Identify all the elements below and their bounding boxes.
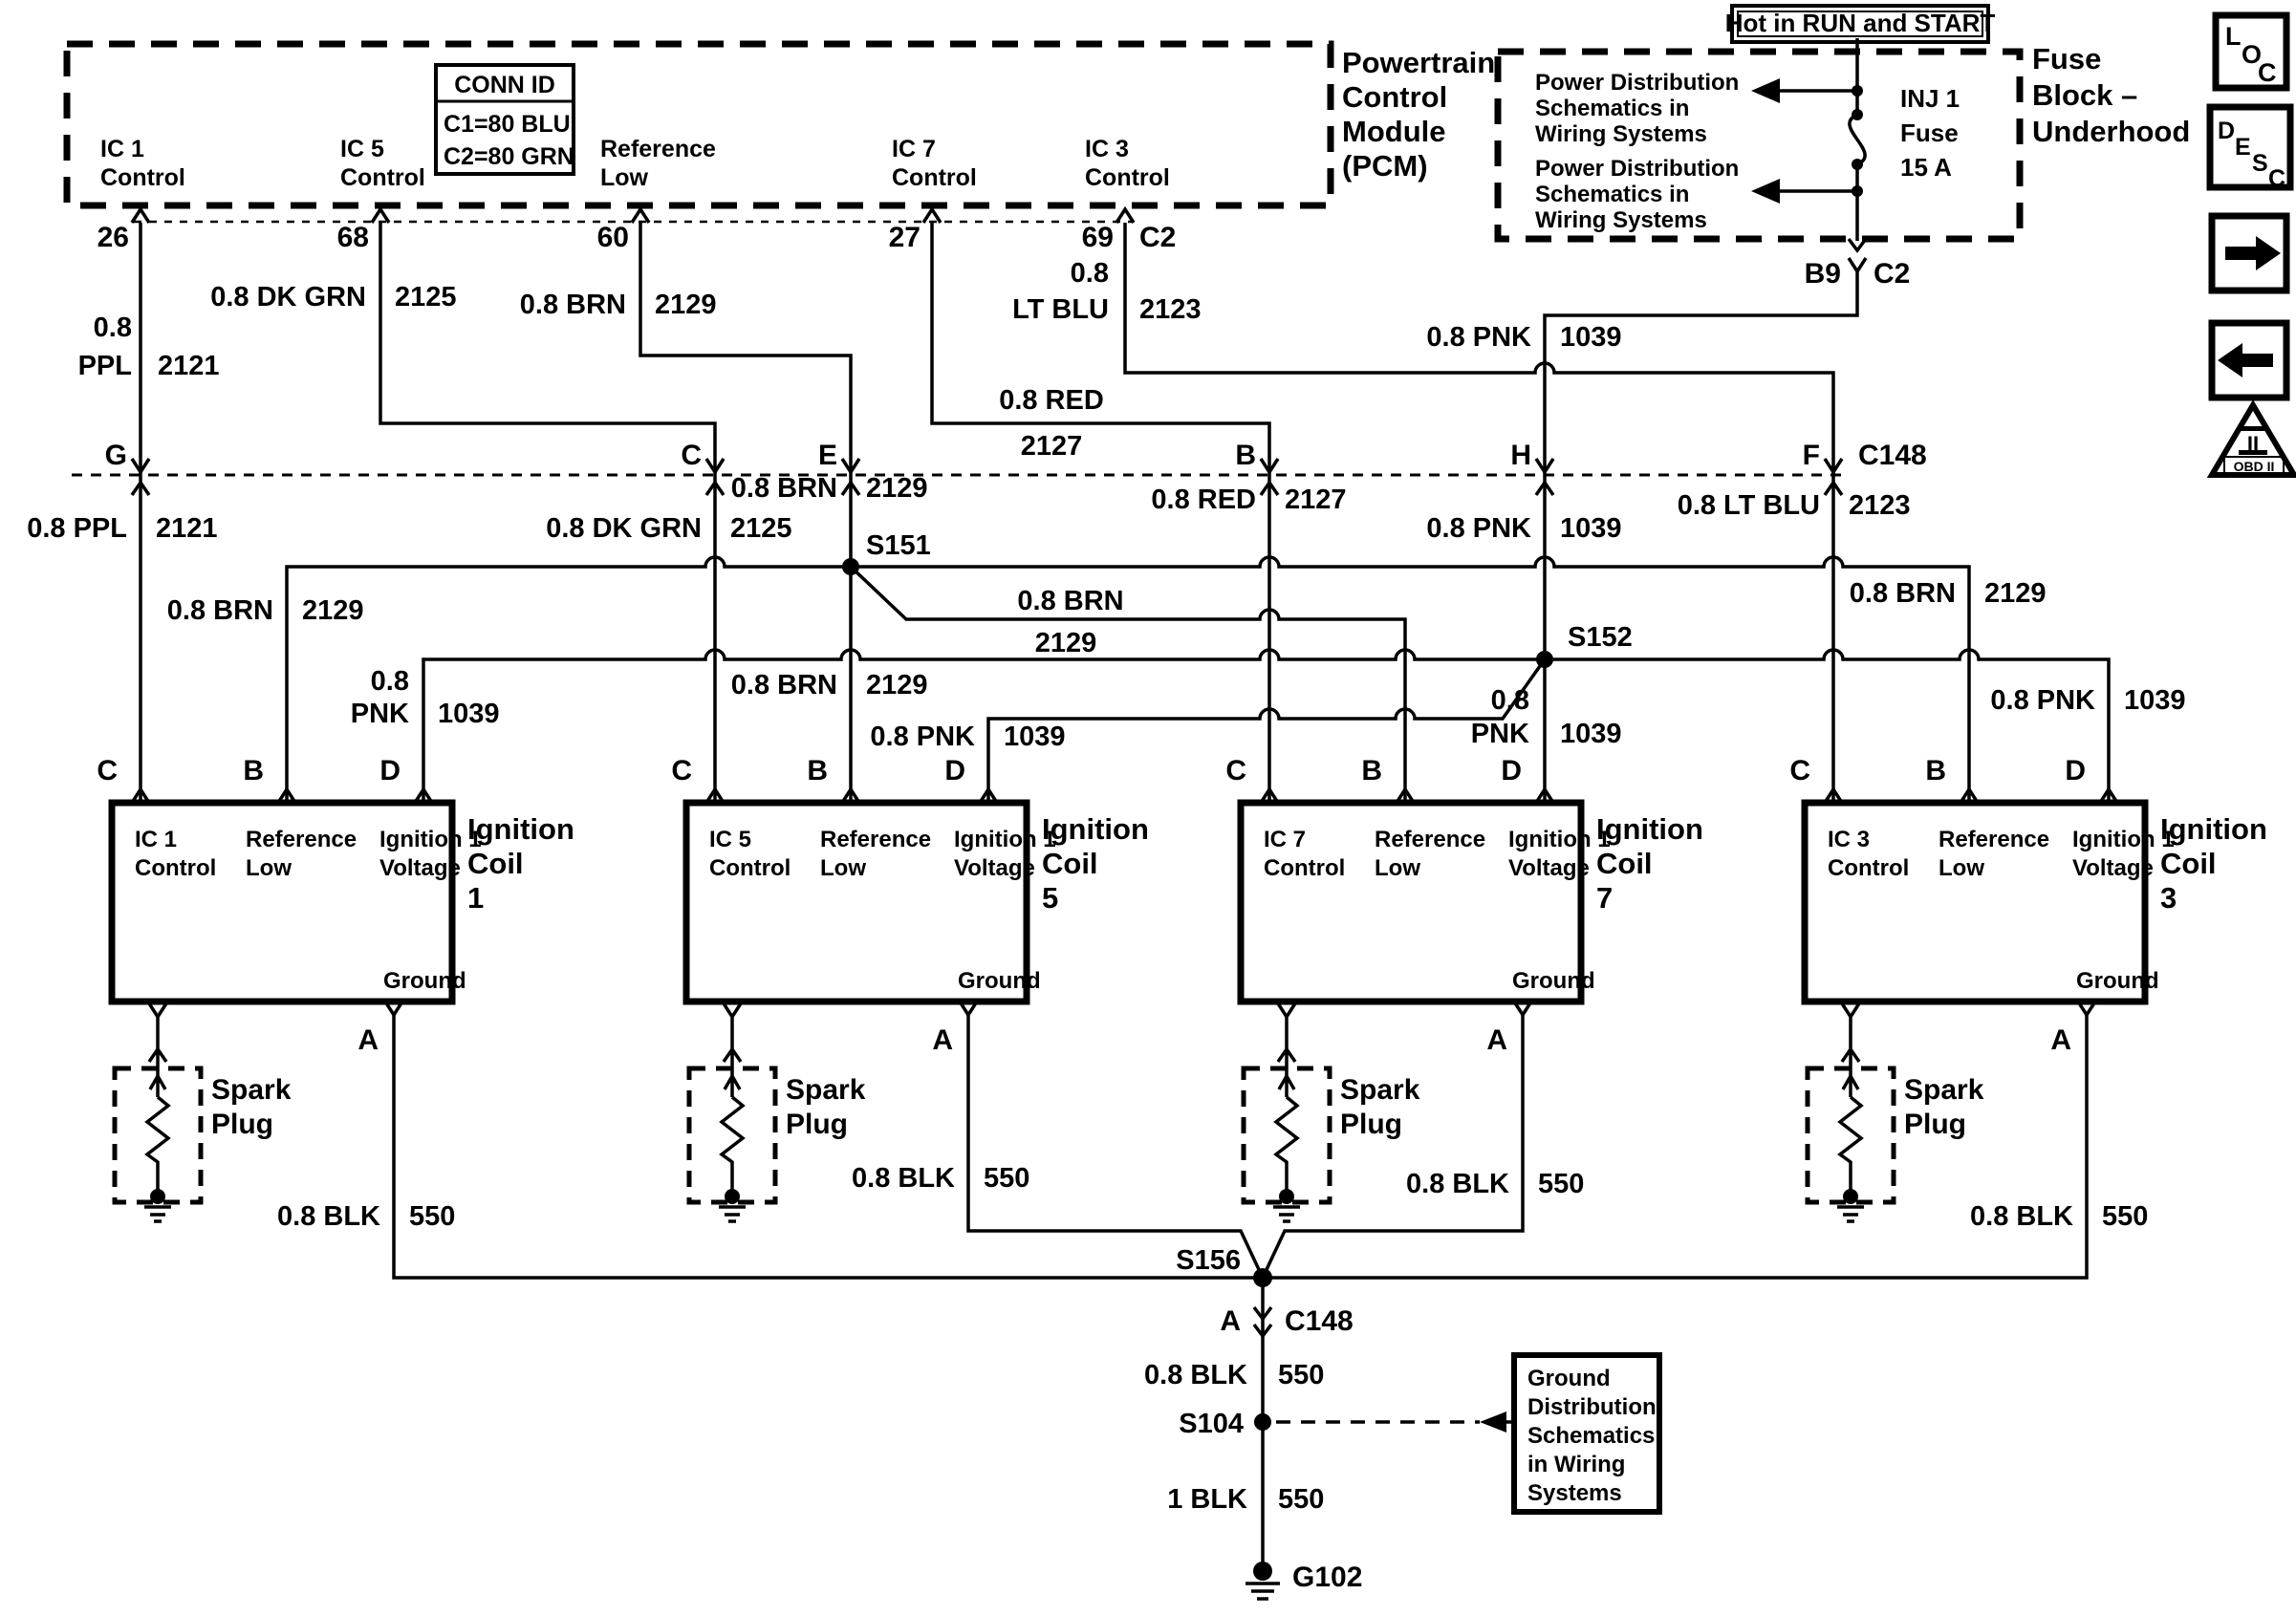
coil-pin-letter: B	[807, 755, 828, 786]
wire-label: LT BLU	[1012, 294, 1109, 325]
wire-number: 2125	[730, 513, 792, 544]
wire-number: 2123	[1849, 490, 1911, 521]
coil-terminal-label: Low	[1375, 855, 1420, 881]
pcm-pin-connector-icon	[132, 209, 1134, 223]
conn-id-table	[436, 65, 574, 174]
coil-name-line: Coil	[1042, 847, 1098, 880]
harness-wires	[27, 223, 2185, 1565]
spark-ground-dot	[1843, 1189, 1858, 1204]
wire-label: 0.8	[1490, 685, 1529, 716]
spark-plug-label: Plug	[211, 1109, 273, 1140]
wire-number: 550	[2102, 1201, 2149, 1232]
loc-letter: O	[2242, 40, 2263, 69]
spark-lead-connector	[724, 1003, 741, 1076]
pcm-pin-label: Reference	[600, 136, 716, 162]
wire-number: 2125	[395, 282, 457, 312]
spark-lead-connector	[1842, 1003, 1859, 1076]
pcm-pin-number: 26	[97, 222, 129, 253]
spark-plug-5	[689, 1003, 866, 1221]
spark-plug-resistor	[722, 1076, 743, 1191]
pcm-c2-connector-label: C2	[1139, 222, 1177, 253]
wire-label: 0.8 BLK	[1406, 1169, 1509, 1199]
spark-plug-label: Plug	[1340, 1109, 1402, 1140]
coil-pin-connector-icons	[1261, 789, 1553, 1015]
wire-label: 0.8 BRN	[1017, 586, 1124, 616]
coil-terminal-label: Low	[246, 855, 292, 881]
splice-label: S104	[1179, 1409, 1244, 1439]
pcm-pin-label: Control	[892, 164, 977, 191]
ground-ref-line: Ground	[1527, 1366, 1611, 1391]
pcm-pin-label: IC 3	[1085, 136, 1129, 162]
ground-ref-line: Schematics	[1527, 1423, 1656, 1449]
coil-pin-letter: C	[671, 755, 692, 786]
wire-brn-branch	[851, 567, 1405, 803]
wire-number: 550	[1538, 1169, 1585, 1199]
wire-label: 0.8 PPL	[27, 513, 127, 544]
coil-name-line: Coil	[2160, 847, 2217, 880]
wire-label: 0.8	[1070, 258, 1109, 289]
coil-name-line: 5	[1042, 881, 1059, 915]
spark-plug-3	[1808, 1003, 1984, 1221]
desc-letter: E	[2235, 134, 2251, 161]
splice-label: S152	[1568, 622, 1633, 653]
left-arrow-stem	[2242, 354, 2273, 367]
right-arrow-stem	[2225, 247, 2256, 260]
wire-number: 1039	[2124, 685, 2186, 716]
c148-connector-id: C148	[1858, 440, 1927, 471]
coil-terminal-label: Voltage	[1508, 855, 1590, 881]
obd2-pillar: II	[2246, 432, 2260, 456]
wire-number: 2121	[158, 351, 220, 381]
coil-pin-letter: D	[2065, 755, 2086, 786]
fuse-label-line: 15 A	[1900, 153, 1952, 182]
fuse-block-name-line: Block –	[2032, 78, 2138, 112]
conn-id-header: CONN ID	[454, 72, 555, 98]
fuse-end-dot	[1852, 159, 1863, 170]
desc-icon[interactable]	[2210, 107, 2290, 192]
coil-terminal-label: Ignition 1	[2072, 827, 2175, 852]
coil-terminal-label: Control	[1264, 855, 1346, 881]
wire-label: 0.8 PNK	[870, 722, 975, 752]
coil-terminal-label: IC 1	[135, 827, 178, 852]
wire-number: 2129	[1034, 628, 1097, 658]
wire-label: 0.8 LT BLU	[1677, 490, 1820, 521]
coil-terminal-label: Control	[135, 855, 217, 881]
wire-label: 0.8 BLK	[277, 1201, 380, 1232]
wire-label: 0.8 BLK	[852, 1163, 955, 1194]
coil-terminal-label: Voltage	[379, 855, 461, 881]
spark-ground-dot	[150, 1189, 165, 1204]
coil-pin-letter: D	[944, 755, 965, 786]
wire-label: 0.8 RED	[1151, 485, 1256, 515]
wire-label: 0.8 BRN	[1849, 578, 1956, 609]
c148-cavity-letter: C	[681, 440, 702, 471]
pcm-name-line: Module	[1342, 115, 1446, 148]
coil-pin-letter: C	[1225, 755, 1246, 786]
ground-symbol-icon	[144, 1207, 171, 1221]
obd2-label: OBD II	[2233, 459, 2275, 474]
wire-label: 0.8 PNK	[1990, 685, 2095, 716]
pcm-pin-number: 69	[1081, 222, 1114, 253]
wire-brn-bus	[287, 557, 1969, 803]
coil-terminal-label: Control	[1828, 855, 1910, 881]
coil-terminal-label: IC 3	[1828, 827, 1871, 852]
spark-plug-label: Spark	[1340, 1074, 1420, 1106]
wire-label: PNK	[1470, 719, 1529, 749]
coil-terminal-label: Voltage	[2072, 855, 2154, 881]
wire-number: 2129	[866, 670, 928, 700]
coil-terminal-label: IC 5	[709, 827, 752, 852]
wire-number: 550	[1278, 1360, 1325, 1390]
coil-pin-letter: B	[1361, 755, 1382, 786]
spark-plug-label: Plug	[786, 1109, 848, 1140]
fuse-block-name-line: Fuse	[2032, 42, 2102, 75]
coil-terminal-label: Ground	[1512, 968, 1595, 994]
pcm-name-line: Powertrain	[1342, 46, 1496, 79]
wire-number: 550	[1278, 1484, 1325, 1515]
coil-pin-letter: A	[1486, 1024, 1507, 1056]
coil-pin-letter: B	[243, 755, 264, 786]
spark-lead-connector	[149, 1003, 166, 1076]
wire-label: 0.8	[370, 666, 409, 697]
ground-ref-line: in Wiring	[1527, 1452, 1626, 1477]
wire-label: 0.8 BRN	[730, 670, 837, 700]
coil-name-line: Ignition	[2160, 812, 2267, 846]
coil-pin-letter: A	[2050, 1024, 2071, 1056]
coil-terminal-label: Ignition 1	[1508, 827, 1611, 852]
splice-dot-s156	[1253, 1268, 1272, 1287]
ground-id-label: G102	[1292, 1562, 1363, 1593]
power-dist-ref-line: Schematics in	[1535, 96, 1690, 121]
coil-name-line: Ignition	[1042, 812, 1149, 846]
wire-number: 550	[984, 1163, 1030, 1194]
ground-symbol-icon	[1245, 1584, 1280, 1599]
obd2-pillar-top	[2239, 426, 2267, 431]
ground-path	[1144, 1305, 1659, 1599]
fuse-end-dot	[1852, 109, 1863, 120]
wire-number: 2129	[302, 595, 364, 626]
wire-label: 0.8 BLK	[1970, 1201, 2073, 1232]
wire-number: 550	[409, 1201, 456, 1232]
wire-label: 0.8 RED	[999, 385, 1104, 416]
left-arrowhead-icon	[1751, 78, 1780, 103]
power-dist-ref-line: Power Distribution	[1535, 156, 1740, 182]
desc-letter: C	[2268, 165, 2286, 192]
wire-pnk-branch	[988, 659, 1545, 803]
spark-plug-label: Spark	[211, 1074, 292, 1106]
pcm-pin-number: 27	[888, 222, 921, 253]
coil-pin-letter: A	[932, 1024, 953, 1056]
coil-pin-letter: D	[1501, 755, 1522, 786]
wire-blk-a5	[968, 1015, 1263, 1278]
left-arrowhead-icon	[1751, 179, 1780, 204]
desc-letter: S	[2252, 150, 2268, 177]
pcm-pin-label: Control	[340, 164, 425, 191]
coil-pin-letter: C	[97, 755, 118, 786]
wire-label: 0.8 DK GRN	[546, 513, 702, 544]
ignition-coil-1	[97, 755, 574, 1056]
fuse-label-line: Fuse	[1900, 119, 1959, 147]
conn-id-row: C2=80 GRN	[444, 143, 574, 170]
next-page-icon[interactable]	[2212, 216, 2286, 291]
right-arrow-icon	[2256, 236, 2281, 270]
spark-plug-7	[1244, 1003, 1420, 1221]
coil-name-line: Ignition	[467, 812, 574, 846]
power-dist-ref-line: Schematics in	[1535, 182, 1690, 207]
wire-label: 0.8 BRN	[519, 290, 626, 320]
ground-symbol-icon	[1837, 1207, 1864, 1221]
pcm-pin-number: 68	[336, 222, 369, 253]
desc-letter: D	[2218, 118, 2236, 144]
coil-terminal-label: Reference	[246, 827, 357, 852]
spark-plug-resistor	[1840, 1076, 1861, 1191]
splice-label: S156	[1176, 1245, 1241, 1276]
pcm-pin-label: IC 7	[892, 136, 936, 162]
splice-dot-s152	[1536, 651, 1553, 668]
pcm-pin-number: 60	[596, 222, 629, 253]
c148-connector-icons	[132, 459, 1842, 495]
coil-pin-connector-icons	[1825, 789, 2117, 1015]
wire-label: 0.8	[93, 312, 132, 343]
pcm-pin-label: Control	[1085, 164, 1170, 191]
loc-letter: C	[2258, 58, 2277, 87]
coil-name-line: Coil	[467, 847, 524, 880]
hot-banner-label: Hot in RUN and START	[1724, 9, 1996, 37]
power-dist-ref-line: Power Distribution	[1535, 70, 1740, 96]
spark-lead-connector	[1278, 1003, 1295, 1076]
g102-ground-dot	[1253, 1562, 1272, 1581]
b9-connector-icon	[1849, 239, 1866, 271]
spark-plug-label: Plug	[1904, 1109, 1966, 1140]
fuse-block-name-line: Underhood	[2032, 115, 2191, 148]
pcm-pin-label: Low	[600, 164, 648, 191]
connector-c148-row	[72, 440, 1927, 495]
coil-name-line: 7	[1596, 881, 1614, 915]
conn-id-row: C1=80 BLU	[444, 111, 571, 138]
coil-terminal-label: Reference	[820, 827, 932, 852]
pcm-name-line: (PCM)	[1342, 149, 1428, 183]
wire-number: 1039	[1560, 513, 1622, 544]
c148-cavity-letter: G	[104, 440, 127, 471]
wire-number: 2129	[1984, 578, 2047, 609]
bottom-conn-pin: A	[1220, 1305, 1241, 1337]
coil-terminal-label: Low	[820, 855, 866, 881]
ground-ref-line: Systems	[1527, 1480, 1622, 1506]
coil-terminal-label: IC 7	[1264, 827, 1307, 852]
coil-name-line: Ignition	[1596, 812, 1703, 846]
loc-icon[interactable]	[2216, 15, 2286, 88]
coil-terminal-label: Reference	[1939, 827, 2050, 852]
wire-label: 0.8 BRN	[730, 473, 837, 504]
spark-plug-resistor	[147, 1076, 168, 1191]
spark-ground-dot	[1279, 1189, 1294, 1204]
bottom-conn-id: C148	[1285, 1305, 1354, 1337]
wire-number: 1039	[438, 699, 500, 729]
spark-plug-resistor	[1276, 1076, 1297, 1191]
coil-terminal-label: Ground	[958, 968, 1041, 994]
left-arrowhead-icon	[1480, 1411, 1506, 1433]
power-dist-ref-line: Wiring Systems	[1535, 207, 1707, 233]
splice-dot-s104	[1254, 1413, 1271, 1431]
wire-label: 1 BLK	[1167, 1484, 1247, 1515]
loc-letter: L	[2225, 22, 2242, 51]
fuse-block-underhood	[1498, 6, 2190, 290]
coil-pin-letter: C	[1789, 755, 1810, 786]
obd2-icon	[2212, 405, 2294, 475]
wire-label: 0.8 PNK	[1426, 322, 1531, 353]
coil-terminal-label: Ground	[2076, 968, 2159, 994]
wire-number: 1039	[1560, 322, 1622, 353]
coil-pin-letter: D	[379, 755, 401, 786]
pcm-name-line: Control	[1342, 80, 1448, 114]
c148-cavity-letter: B	[1235, 440, 1256, 471]
pcm-module	[67, 44, 1495, 253]
coil-name-line: 3	[2160, 881, 2177, 915]
spark-ground-dot	[725, 1189, 740, 1204]
spark-plug-label: Spark	[1904, 1074, 1984, 1106]
coil-terminal-label: Ignition 1	[954, 827, 1056, 852]
ignition-coil-3	[1789, 755, 2267, 1056]
wire-number: 2127	[1020, 431, 1083, 462]
wire-number: 2121	[156, 513, 218, 544]
wire-number: 1039	[1004, 722, 1066, 752]
coil-terminal-label: Control	[709, 855, 791, 881]
pcm-pin-label: Control	[100, 164, 185, 191]
ignition-coil-5	[671, 755, 1149, 1056]
coil-pin-letter: A	[357, 1024, 379, 1056]
nav-icons	[2210, 15, 2294, 475]
coil-terminal-label: Ignition 1	[379, 827, 482, 852]
c148-cavity-letter: F	[1802, 440, 1820, 471]
wire-label: 0.8 DK GRN	[210, 282, 366, 312]
left-arrow-icon	[2218, 343, 2242, 377]
fuse-out-conn: C2	[1874, 258, 1911, 290]
coil-name-line: 1	[467, 881, 485, 915]
c148-cavity-letter: H	[1510, 440, 1531, 471]
wire-label: PNK	[350, 699, 409, 729]
wire-blk-a7	[1263, 1015, 1523, 1278]
pcm-pin-label: IC 1	[100, 136, 144, 162]
spark-plug-label: Spark	[786, 1074, 866, 1106]
ground-symbol-icon	[1273, 1207, 1300, 1221]
prev-page-icon[interactable]	[2212, 323, 2286, 398]
ground-symbol-icon	[719, 1207, 746, 1221]
wire-number: 2127	[1285, 485, 1347, 515]
coil-terminal-label: Voltage	[954, 855, 1035, 881]
wire-number: 2129	[655, 290, 717, 320]
coil-terminal-label: Low	[1939, 855, 1984, 881]
wire-number: 2129	[866, 473, 928, 504]
fuse-label-line: INJ 1	[1900, 84, 1960, 113]
wire-label: PPL	[77, 351, 132, 381]
pcm-pin-label: IC 5	[340, 136, 384, 162]
wire-number: 2123	[1139, 294, 1202, 325]
coil-terminal-label: Ground	[383, 968, 466, 994]
wire-label: 0.8 BRN	[166, 595, 273, 626]
power-dist-ref-line: Wiring Systems	[1535, 121, 1707, 147]
ignition-coil-7	[1225, 755, 1703, 1056]
wire-label: 0.8 BLK	[1144, 1360, 1247, 1390]
fuse-element-symbol	[1850, 115, 1865, 164]
wire-blk-trunk	[394, 1015, 2087, 1278]
wire-number: 1039	[1560, 719, 1622, 749]
spark-plug-1	[115, 1003, 292, 1221]
fuse-out-pin: B9	[1804, 258, 1841, 290]
coil-pin-letter: B	[1925, 755, 1946, 786]
coil-name-line: Coil	[1596, 847, 1653, 880]
coil-pin-connector-icons	[706, 789, 997, 1015]
wire-label: 0.8 PNK	[1426, 513, 1531, 544]
splice-label: S151	[866, 530, 931, 561]
splice-dot-s151	[842, 558, 859, 575]
coil-terminal-label: Reference	[1375, 827, 1486, 852]
ground-ref-line: Distribution	[1527, 1394, 1657, 1420]
c148-cavity-letter: E	[817, 440, 837, 471]
